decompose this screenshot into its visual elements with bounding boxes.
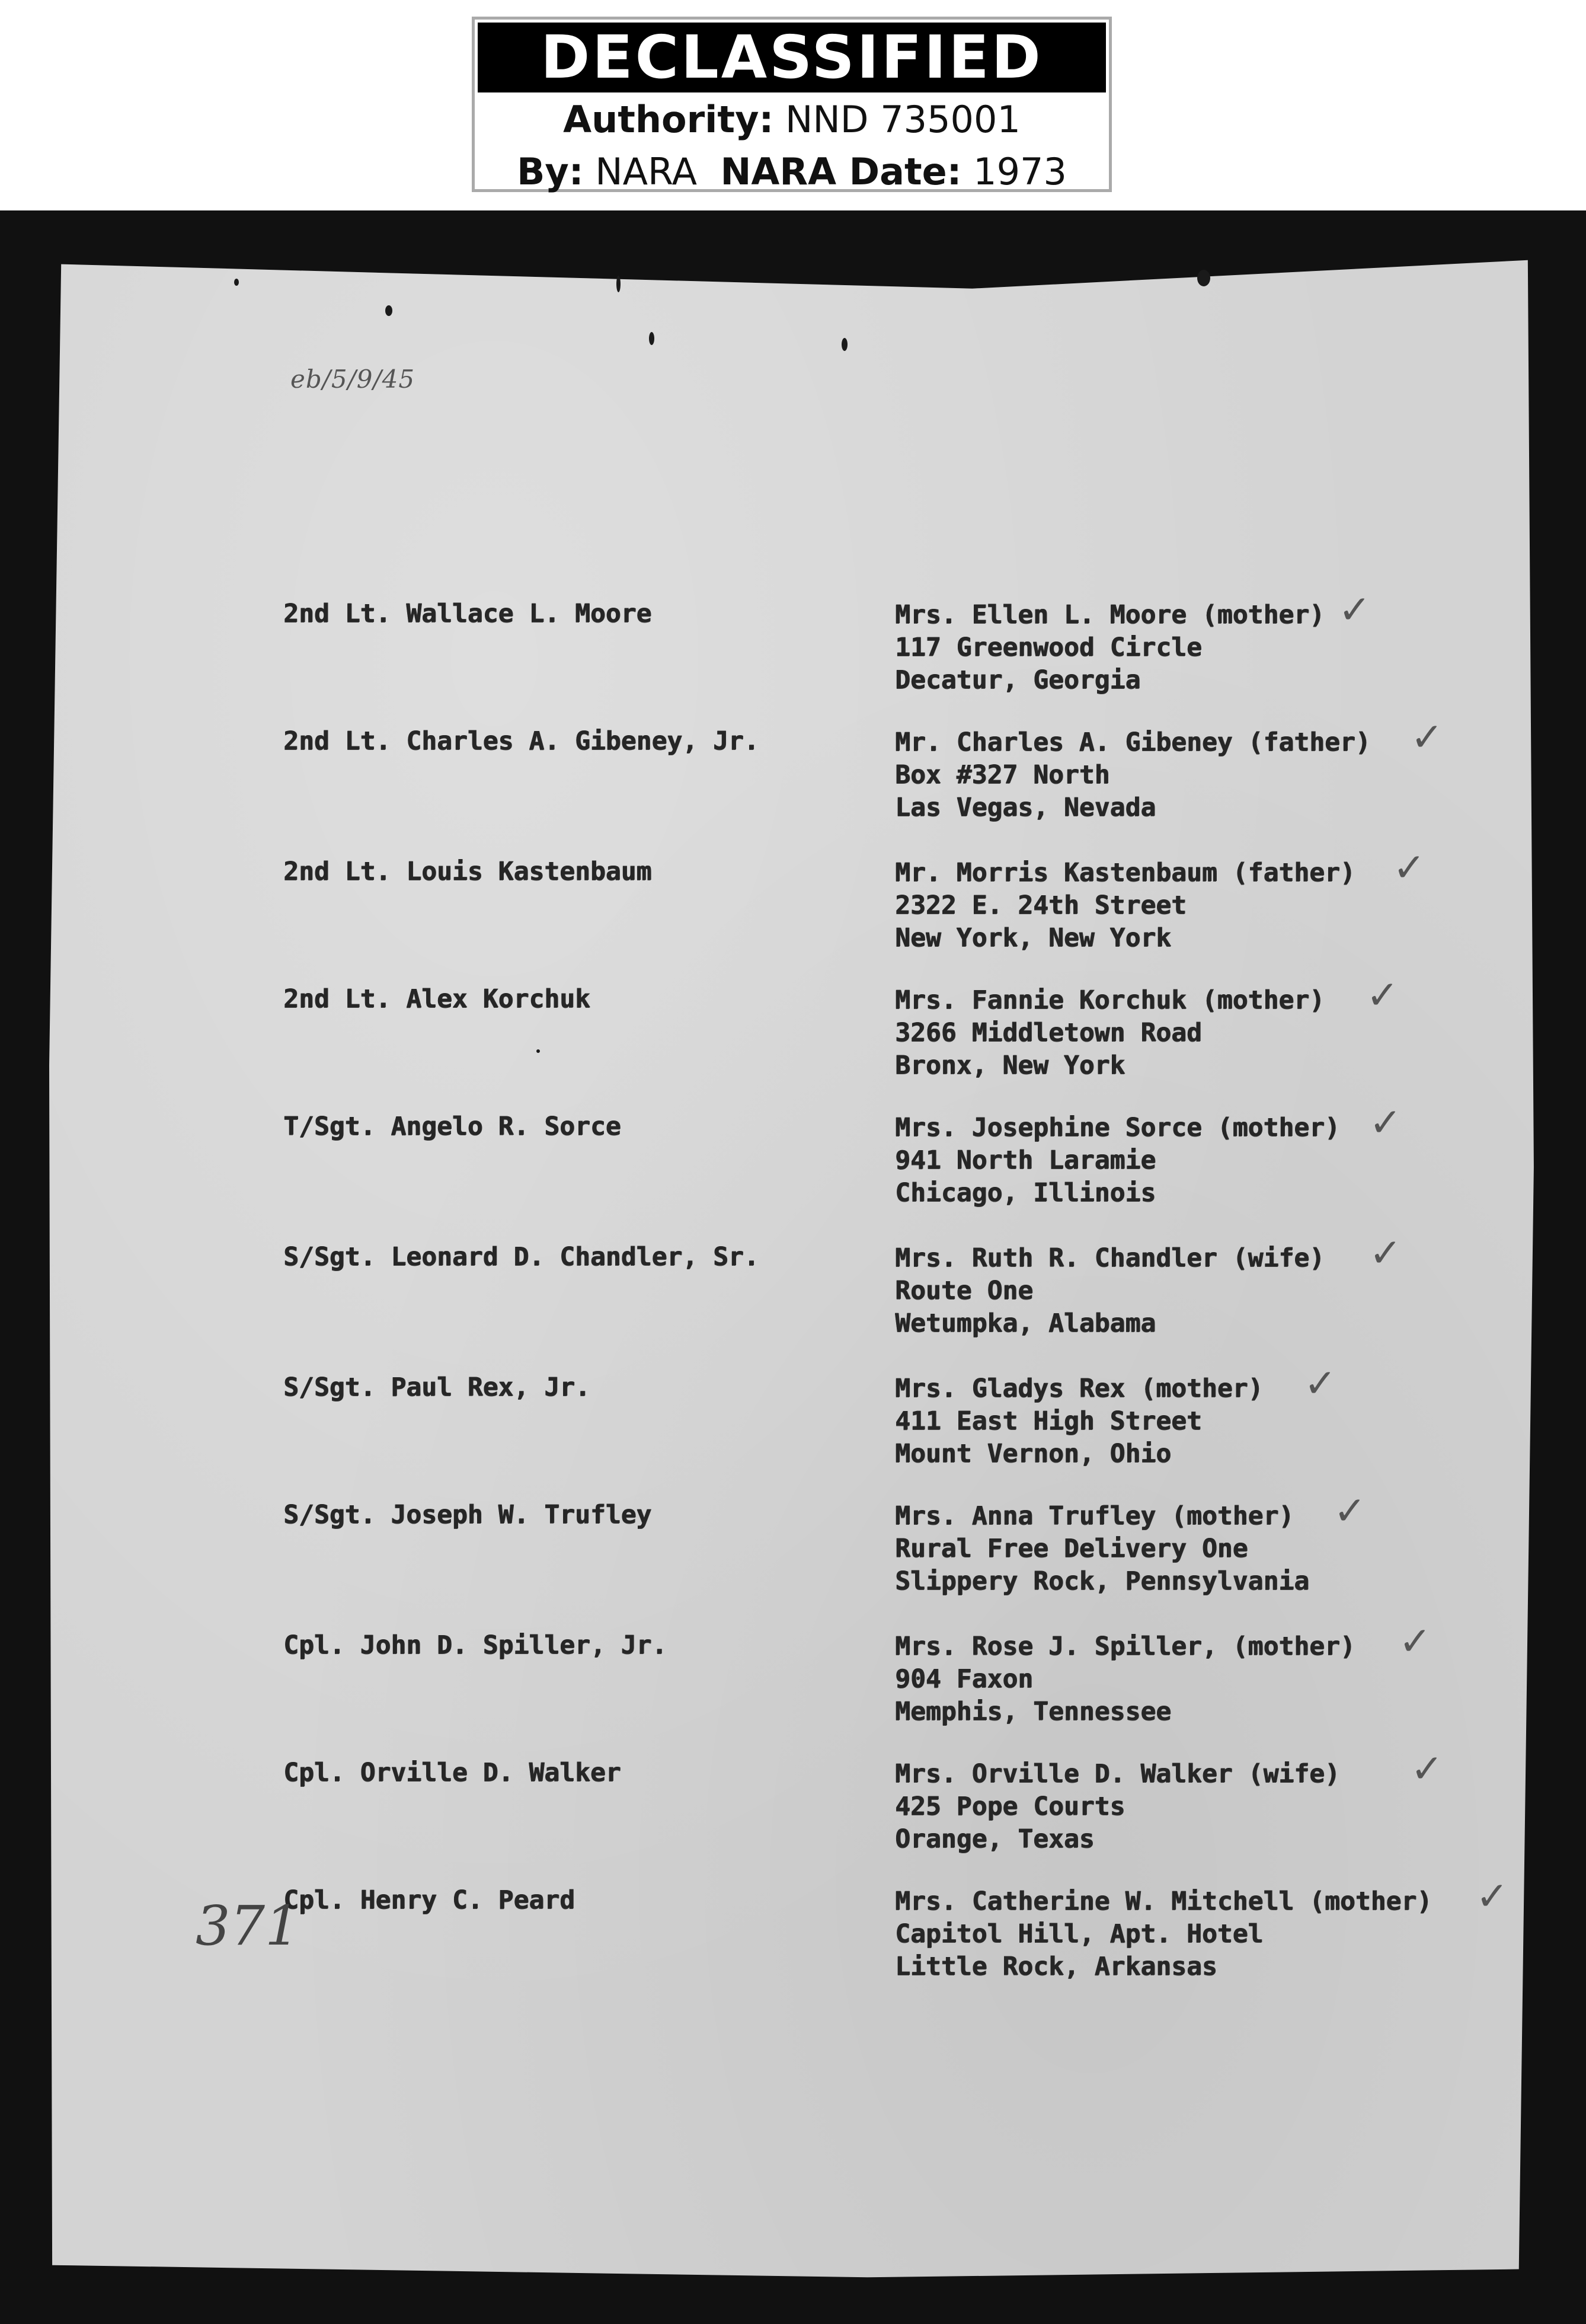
entry-address — [895, 599, 1325, 697]
entry-address — [895, 984, 1325, 1082]
entry-name: Cpl. Henry C. Peard — [283, 1885, 575, 1915]
address-line: 3266 Middletown Road — [895, 1018, 1202, 1048]
address-line: Mrs. Fannie Korchuk (mother) — [895, 985, 1325, 1015]
entry-name: 2nd Lt. Wallace L. Moore — [283, 599, 652, 628]
entry-name: S/Sgt. Leonard D. Chandler, Sr. — [283, 1242, 759, 1272]
check-mark-icon: ✓ — [1334, 1488, 1367, 1534]
check-mark-icon: ✓ — [1369, 1100, 1402, 1145]
ink-speck — [536, 1049, 540, 1053]
address-line: Decatur, Georgia — [895, 665, 1141, 695]
address-line: 941 North Laramie — [895, 1145, 1156, 1175]
entry-name: T/Sgt. Angelo R. Sorce — [283, 1112, 621, 1141]
stamp-by-value: NARA — [595, 150, 698, 193]
ink-speck — [649, 332, 654, 345]
stamp-by — [475, 147, 1109, 197]
entry-address — [895, 1885, 1432, 1983]
ink-speck — [385, 305, 392, 316]
check-mark-icon: ✓ — [1304, 1361, 1337, 1406]
entry-address — [895, 1112, 1340, 1209]
document-reference: eb/5/9/45 — [290, 365, 415, 394]
address-line: Orange, Texas — [895, 1824, 1095, 1854]
address-line: Memphis, Tennessee — [895, 1697, 1171, 1726]
address-line: Bronx, New York — [895, 1051, 1125, 1080]
address-line: Mount Vernon, Ohio — [895, 1439, 1171, 1469]
address-line: 425 Pope Courts — [895, 1792, 1125, 1821]
stamp-date-label: NARA Date: — [720, 150, 962, 193]
address-line: Wetumpka, Alabama — [895, 1308, 1156, 1338]
address-line: Mrs. Orville D. Walker (wife) — [895, 1759, 1340, 1789]
address-line: Las Vegas, Nevada — [895, 793, 1156, 822]
handwritten-file-code: 371 — [196, 1894, 300, 1958]
address-line: Mrs. Ellen L. Moore (mother) — [895, 600, 1325, 630]
check-mark-icon: ✓ — [1369, 1230, 1402, 1276]
declassified-stamp — [472, 17, 1112, 192]
stamp-date-value: 1973 — [973, 150, 1067, 193]
entry-name: 2nd Lt. Charles A. Gibeney, Jr. — [283, 726, 759, 756]
entry-address — [895, 1758, 1340, 1856]
stamp-authority — [475, 95, 1109, 145]
address-line: Box #327 North — [895, 760, 1110, 790]
ink-speck — [616, 276, 621, 292]
address-line: Mr. Morris Kastenbaum (father) — [895, 858, 1355, 888]
address-line: New York, New York — [895, 923, 1171, 953]
address-line: 117 Greenwood Circle — [895, 633, 1202, 662]
entry-name: S/Sgt. Paul Rex, Jr. — [283, 1372, 590, 1402]
check-mark-icon: ✓ — [1393, 845, 1426, 890]
address-line: Chicago, Illinois — [895, 1178, 1156, 1208]
entry-address — [895, 1500, 1309, 1598]
ink-speck — [1197, 270, 1210, 286]
check-mark-icon: ✓ — [1411, 1746, 1444, 1792]
stamp-title: DECLASSIFIED — [478, 23, 1106, 92]
address-line: 411 East High Street — [895, 1406, 1202, 1436]
stamp-by-label: By: — [517, 150, 584, 193]
address-line: 904 Faxon — [895, 1664, 1033, 1694]
entry-name: Cpl. Orville D. Walker — [283, 1758, 621, 1787]
entry-address — [895, 857, 1355, 954]
entry-name: Cpl. John D. Spiller, Jr. — [283, 1630, 667, 1660]
check-mark-icon: ✓ — [1476, 1873, 1509, 1919]
address-line: Mr. Charles A. Gibeney (father) — [895, 727, 1371, 757]
address-line: Slippery Rock, Pennsylvania — [895, 1566, 1309, 1596]
address-line: Mrs. Josephine Sorce (mother) — [895, 1113, 1340, 1142]
ink-speck — [234, 279, 239, 286]
entry-name: 2nd Lt. Alex Korchuk — [283, 984, 590, 1014]
address-line: Mrs. Catherine W. Mitchell (mother) — [895, 1886, 1432, 1916]
stamp-authority-value: NND 735001 — [785, 98, 1021, 141]
address-line: Capitol Hill, Apt. Hotel — [895, 1919, 1264, 1949]
entry-name: 2nd Lt. Louis Kastenbaum — [283, 857, 652, 886]
check-mark-icon: ✓ — [1338, 587, 1371, 633]
address-line: Little Rock, Arkansas — [895, 1952, 1217, 1981]
entry-address — [895, 1372, 1263, 1470]
address-line: Mrs. Anna Trufley (mother) — [895, 1501, 1294, 1531]
check-mark-icon: ✓ — [1366, 972, 1399, 1018]
ink-speck — [842, 338, 848, 351]
entry-address — [895, 1242, 1325, 1340]
address-line: Rural Free Delivery One — [895, 1534, 1248, 1563]
entry-address — [895, 1630, 1355, 1728]
entry-address — [895, 726, 1371, 824]
address-line: Mrs. Ruth R. Chandler (wife) — [895, 1243, 1325, 1273]
stamp-authority-label: Authority: — [563, 98, 774, 141]
entry-name: S/Sgt. Joseph W. Trufley — [283, 1500, 652, 1530]
check-mark-icon: ✓ — [1411, 714, 1444, 760]
address-line: 2322 E. 24th Street — [895, 890, 1187, 920]
check-mark-icon: ✓ — [1399, 1618, 1432, 1664]
address-line: Route One — [895, 1276, 1033, 1305]
address-line: Mrs. Rose J. Spiller, (mother) — [895, 1632, 1355, 1661]
address-line: Mrs. Gladys Rex (mother) — [895, 1374, 1264, 1403]
